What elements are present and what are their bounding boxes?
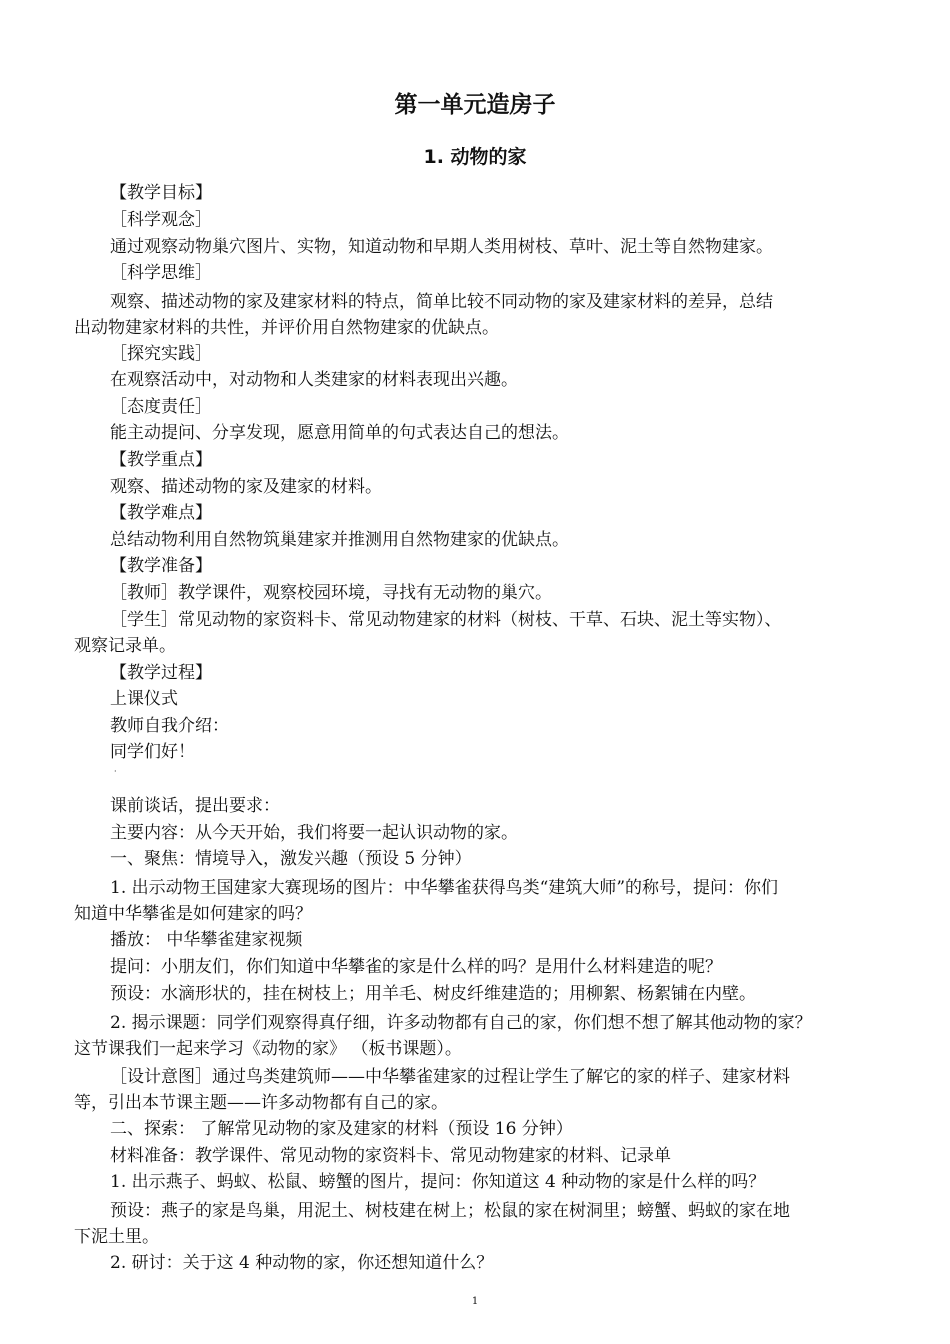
paragraph-line: 2. 研讨：关于这 4 种动物的家，你还想知道什么？ — [110, 1253, 494, 1273]
paragraph-line: 二、探索： 了解常见动物的家及建家的材料（预设 16 分钟） — [110, 1119, 573, 1139]
paragraph-line: 播放： 中华攀雀建家视频 — [110, 930, 303, 950]
section-heading: 【教学过程】 — [110, 663, 212, 683]
paragraph-line: 一、聚焦：情境导入，激发兴趣（预设 5 分钟） — [110, 849, 472, 869]
paragraph-line: 预设：燕子的家是鸟巢，用泥土、树枝建在树上；松鼠的家在树洞里；螃蟹、蚂蚁的家在地 — [110, 1201, 790, 1221]
sub-heading: ［科学思维］ — [110, 263, 212, 283]
paragraph-line: ［教师］教学课件，观察校园环境，寻找有无动物的巢穴。 — [110, 583, 552, 603]
paragraph-line: 观察、描述动物的家及建家的材料。 — [110, 477, 382, 497]
paragraph-line: 2. 揭示课题：同学们观察得真仔细，许多动物都有自己的家，你们想不想了解其他动物的家？ — [110, 1013, 812, 1033]
paragraph-line: 出动物建家材料的共性，并评价用自然物建家的优缺点。 — [74, 318, 499, 338]
paragraph-line: 上课仪式 — [110, 689, 178, 709]
paragraph-line: 观察、描述动物的家及建家材料的特点，简单比较不同动物的家及建家材料的差异，总结 — [110, 292, 773, 312]
paragraph-line: 主要内容：从今天开始，我们将要一起认识动物的家。 — [110, 823, 518, 843]
paragraph-line: 等，引出本节课主题——许多动物都有自己的家。 — [74, 1093, 448, 1113]
paragraph-line: 总结动物利用自然物筑巢建家并推测用自然物建家的优缺点。 — [110, 530, 569, 550]
stray-mark: · — [114, 767, 117, 776]
paragraph-line: ［学生］常见动物的家资料卡、常见动物建家的材料（树枝、干草、石块、泥土等实物）、 — [110, 610, 782, 630]
paragraph-line: 知道中华攀雀是如何建家的吗？ — [74, 904, 312, 924]
section-heading: 【教学重点】 — [110, 450, 212, 470]
section-heading: 【教学目标】 — [110, 183, 212, 203]
paragraph-line: 在观察活动中，对动物和人类建家的材料表现出兴趣。 — [110, 370, 518, 390]
paragraph-line: 提问：小朋友们，你们知道中华攀雀的家是什么样的吗？是用什么材料建造的呢？ — [110, 957, 722, 977]
paragraph-line: ［设计意图］通过鸟类建筑师——中华攀雀建家的过程让学生了解它的家的样子、建家材料 — [110, 1067, 790, 1087]
paragraph-line: 能主动提问、分享发现，愿意用简单的句式表达自己的想法。 — [110, 423, 569, 443]
paragraph-line: 材料准备：教学课件、常见动物的家资料卡、常见动物建家的材料、记录单 — [110, 1146, 671, 1166]
paragraph-line: 这节课我们一起来学习《动物的家》 （板书课题）。 — [74, 1039, 462, 1059]
paragraph-line: 通过观察动物巢穴图片、实物，知道动物和早期人类用树枝、草叶、泥土等自然物建家。 — [110, 237, 773, 257]
section-heading: 【教学准备】 — [110, 556, 212, 576]
sub-heading: ［态度责任］ — [110, 397, 212, 417]
paragraph-line: 下泥土里。 — [74, 1227, 159, 1247]
paragraph-line: 教师自我介绍： — [110, 716, 229, 736]
paragraph-line: 1. 出示动物王国建家大赛现场的图片：中华攀雀获得鸟类“建筑大师”的称号，提问：你们 — [110, 878, 779, 898]
paragraph-line: 观察记录单。 — [74, 636, 176, 656]
page-number: 1 — [471, 1296, 479, 1307]
paragraph-line: 预设：水滴形状的，挂在树枝上；用羊毛、树皮纤维建造的；用柳絮、杨絮铺在内壁。 — [110, 984, 756, 1004]
sub-heading: ［探究实践］ — [110, 344, 212, 364]
section-heading: 【教学难点】 — [110, 503, 212, 523]
paragraph-line: 1. 出示燕子、蚂蚁、松鼠、螃蟹的图片，提问：你知道这 4 种动物的家是什么样的吗？ — [110, 1172, 766, 1192]
lesson-title: 1. 动物的家 — [423, 146, 527, 168]
paragraph-line: 同学们好！ — [110, 742, 195, 762]
paragraph-line: 课前谈话，提出要求： — [110, 796, 280, 816]
unit-title: 第一单元造房子 — [394, 92, 556, 118]
sub-heading: ［科学观念］ — [110, 210, 212, 230]
